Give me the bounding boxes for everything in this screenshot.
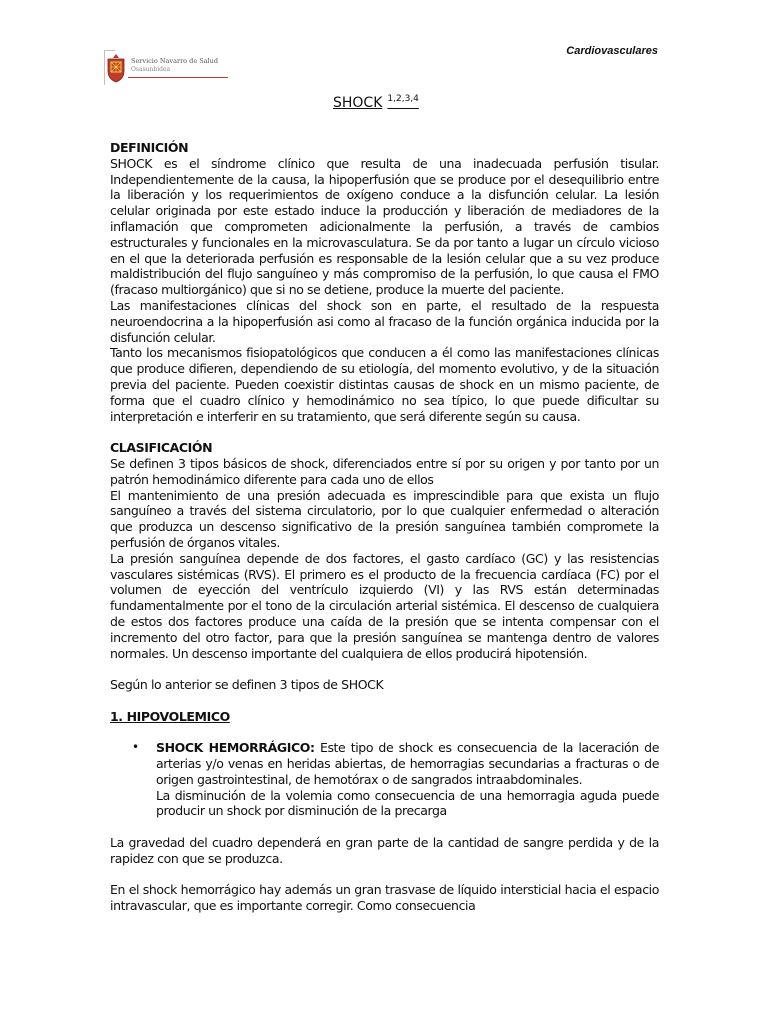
clasificacion-paragraph: La presión sanguínea depende de dos factores, el gasto cardíaco (GC) y las resistencias vasculares sistémicas (RVS). El primero es el producto de la frecuencia cardíaca (FC) por el volumen de eyección del ventrículo izquierdo (VI) y las RVS están determinadas fundamentalmente por el tono de la circulación arterial sistémica. El descenso de cualquiera de estos dos factores produce una caída de la presión que se intenta compensar con el incremento del otro factor, para que la presión sanguínea se mantenga dentro de valores normales. Un descenso importante del cualquiera de ellos producirá hipotensión. [110, 550, 659, 661]
logo-underline [128, 77, 228, 78]
bullet-content: Este tipo de shock es consecuencia de la laceración de arterias y/o venas en heridas abiertas, de hemorragias secundarias a fracturas o de origen gastrointestinal, de hemotórax o de sangrados intraabdominales. [156, 740, 659, 787]
title-references: 1,2,3,4 [387, 94, 419, 104]
logo-name: Servicio Navarro de Salud [131, 57, 218, 65]
hipovolemico-paragraph: La gravedad del cuadro dependerá en gran parte de la cantidad de sangre perdida y de la rapidez con que se produzca. [110, 835, 659, 866]
definicion-paragraph: Las manifestaciones clínicas del shock son en parte, el resultado de la respuesta neuroendocrina a la hipoperfusión asi como al fracaso de la función orgánica inducida por la disfunción celular. [110, 297, 659, 345]
clasificacion-paragraph: El mantenimiento de una presión adecuada es imprescindible para que exista un flujo sanguíneo a través del sistema circulatorio, por lo que cualquier enfermedad o alteración que produzca un descenso significativo de la presión sanguínea también compromete la perfusión de órganos vitales. [110, 487, 659, 550]
hipovolemico-heading: 1. HIPOVOLEMICO [110, 708, 230, 724]
navarra-shield-icon [105, 53, 127, 83]
definicion-paragraph: Tanto los mecanismos fisiopatológicos que conducen a él como las manifestaciones clínicas que produce difieren, dependiendo de su etiología, del momento evolutivo, y de la situación previa del paciente. Pueden coexistir distintas causas de shock en un mismo paciente, de forma que el cuadro clínico y hemodinámico no sea típico, lo que puede dificultar su interpretación e interferir en su tratamiento, que será diferente según su causa. [110, 345, 659, 424]
clasificacion-heading: CLASIFICACIÓN [110, 440, 213, 456]
clasificacion-paragraph: Se definen 3 tipos básicos de shock, diferenciados entre sí por su origen y por tanto por un patrón hemodinámico diferente para cada uno de ellos [110, 455, 659, 487]
definicion-paragraph: SHOCK es el síndrome clínico que resulta de una inadecuada perfusión tisular. Independientemente de la causa, la hipoperfusión que se produce por el desequilibrio entre la liberación y los requerimientos de oxígeno conduce a la disfunción celular. La lesión celular originada por este estado induce la producción y liberación de mediadores de la inflamación que comprometen adicionalmente la perfusión, a través de cambios estructurales y funcionales en la microvasculatura. Se da por tanto a lugar un círculo vicioso en el que la deteriorada perfusión es responsable de la lesión celular que a su vez produce maldistribución del flujo sanguíneo y más compromiso de la perfusión, lo que causa el FMO (fracaso multiorgánico) que si no se detiene, produce la muerte del paciente. [110, 155, 659, 298]
list-item [132, 740, 659, 819]
health-service-logo [104, 50, 229, 86]
title-text: SHOCK [333, 95, 383, 111]
document-body [110, 140, 659, 914]
page-title [333, 94, 419, 111]
bullet-label: SHOCK HEMORRÁGICO: [156, 740, 315, 756]
bullet-continuation: La disminución de la volemia como consecuencia de una hemorragia aguda puede producir un shock por disminución de la precarga [156, 787, 659, 819]
bullet-text [156, 740, 659, 787]
clasificacion-closing: Según lo anterior se definen 3 tipos de SHOCK [110, 677, 384, 693]
bullet-icon: • [132, 740, 139, 755]
logo-subtitle: Osasunbidea [131, 66, 171, 73]
section-label: Cardiovasculares [566, 45, 658, 57]
definicion-heading: DEFINICIÓN [110, 140, 189, 155]
hipovolemico-paragraph: En el shock hemorrágico hay además un gran trasvase de líquido intersticial hacia el espacio intravascular, que es importante corregir. Como consecuencia [110, 882, 659, 914]
